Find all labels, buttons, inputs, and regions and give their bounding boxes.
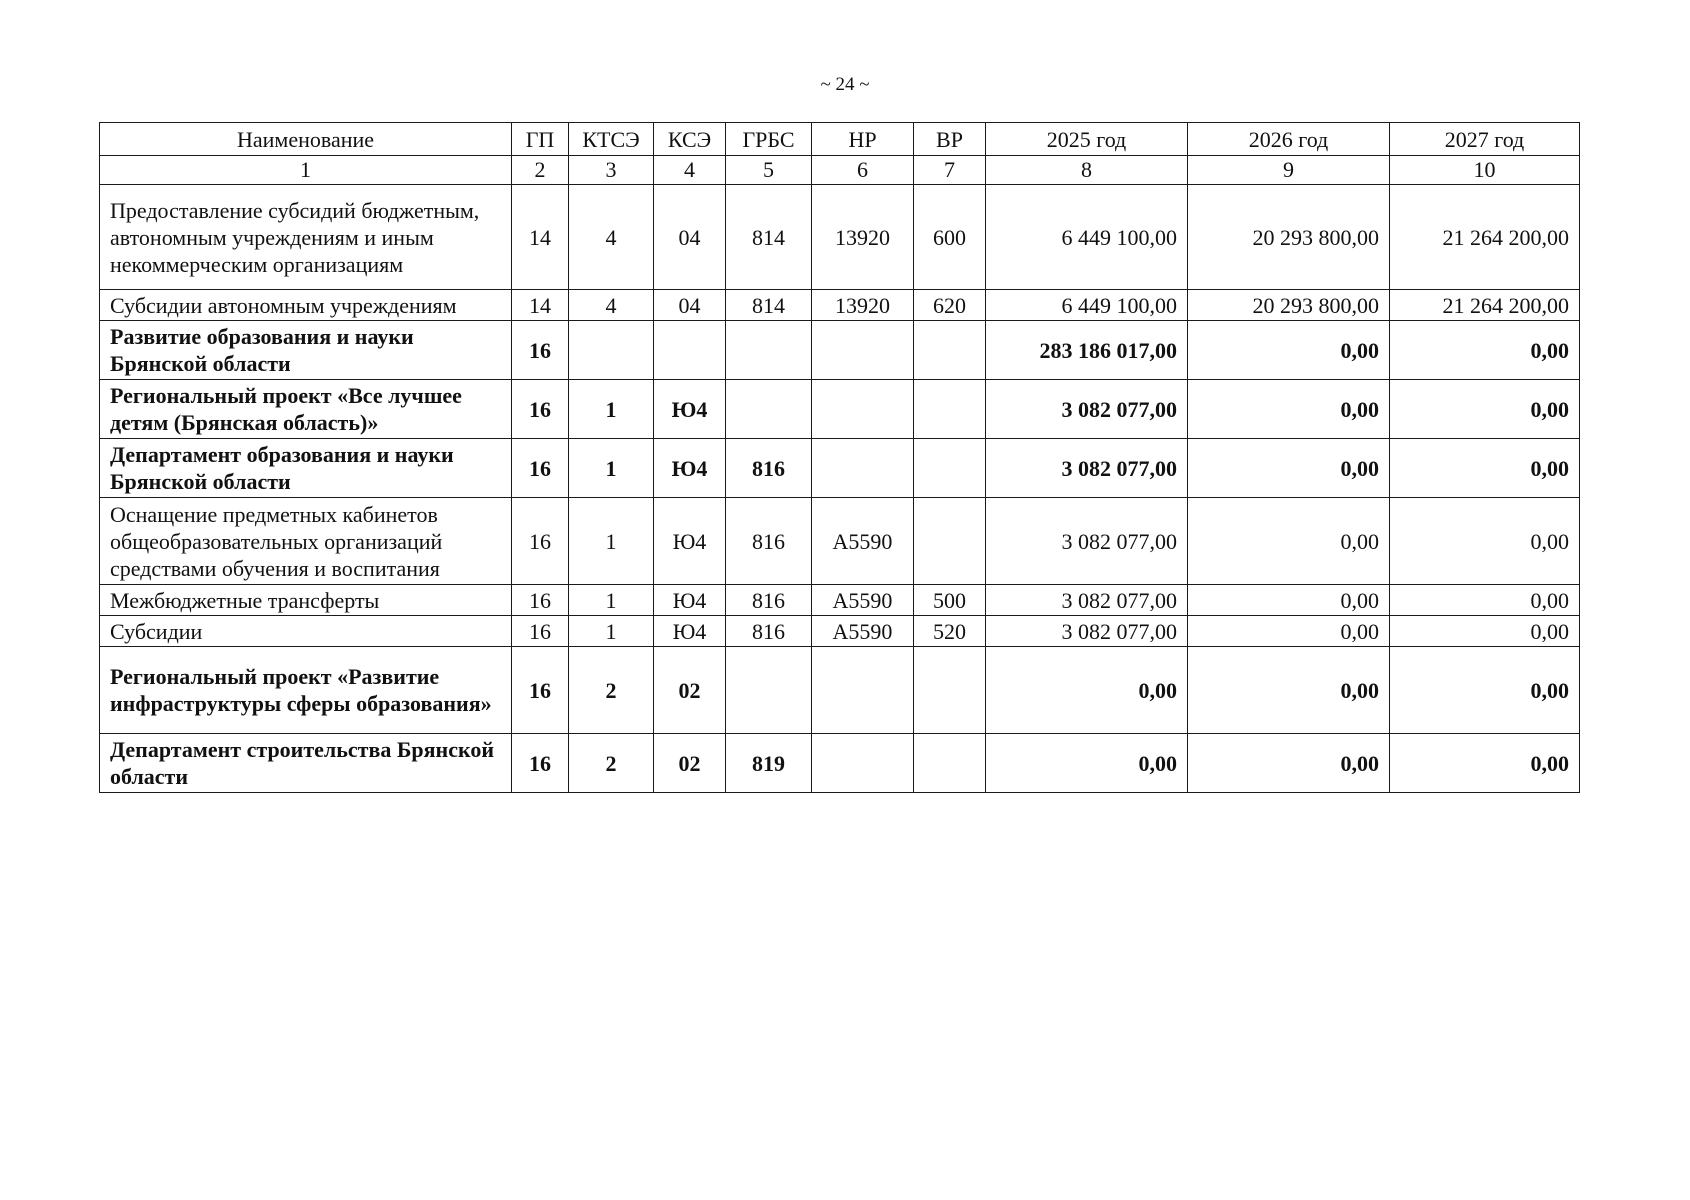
nr-cell bbox=[812, 321, 914, 380]
ktse-cell: 4 bbox=[569, 185, 654, 290]
amount-2026-cell: 0,00 bbox=[1188, 585, 1390, 616]
gp-cell: 16 bbox=[512, 616, 569, 647]
table-body bbox=[100, 185, 1580, 793]
table-row bbox=[100, 439, 1580, 498]
amount-2026-cell: 0,00 bbox=[1188, 647, 1390, 734]
gp-cell: 16 bbox=[512, 439, 569, 498]
column-number: 8 bbox=[986, 156, 1188, 185]
ktse-cell: 4 bbox=[569, 290, 654, 321]
amount-2025-cell: 283 186 017,00 bbox=[986, 321, 1188, 380]
gp-cell: 16 bbox=[512, 498, 569, 585]
gp-cell: 16 bbox=[512, 585, 569, 616]
header-kse: КСЭ bbox=[654, 123, 726, 156]
nr-cell bbox=[812, 734, 914, 793]
nr-cell bbox=[812, 380, 914, 439]
amount-2027-cell: 0,00 bbox=[1390, 585, 1580, 616]
amount-2027-cell: 0,00 bbox=[1390, 321, 1580, 380]
header-gp: ГП bbox=[512, 123, 569, 156]
nr-cell bbox=[812, 647, 914, 734]
amount-2026-cell: 0,00 bbox=[1188, 380, 1390, 439]
grbs-cell: 814 bbox=[726, 290, 812, 321]
vr-cell bbox=[914, 734, 986, 793]
amount-2027-cell: 0,00 bbox=[1390, 498, 1580, 585]
nr-cell: А5590 bbox=[812, 585, 914, 616]
amount-2025-cell: 3 082 077,00 bbox=[986, 498, 1188, 585]
table-row bbox=[100, 185, 1580, 290]
column-number: 7 bbox=[914, 156, 986, 185]
header-2027: 2027 год bbox=[1390, 123, 1580, 156]
column-number: 4 bbox=[654, 156, 726, 185]
table-row bbox=[100, 585, 1580, 616]
amount-2025-cell: 0,00 bbox=[986, 647, 1188, 734]
amount-2025-cell: 3 082 077,00 bbox=[986, 439, 1188, 498]
amount-2026-cell: 20 293 800,00 bbox=[1188, 185, 1390, 290]
gp-cell: 16 bbox=[512, 647, 569, 734]
amount-2027-cell: 0,00 bbox=[1390, 380, 1580, 439]
nr-cell: 13920 bbox=[812, 290, 914, 321]
amount-2027-cell: 0,00 bbox=[1390, 647, 1580, 734]
amount-2027-cell: 0,00 bbox=[1390, 616, 1580, 647]
vr-cell: 500 bbox=[914, 585, 986, 616]
grbs-cell: 814 bbox=[726, 185, 812, 290]
amount-2026-cell: 0,00 bbox=[1188, 616, 1390, 647]
header-row bbox=[100, 123, 1580, 156]
name-cell: Субсидии автономным учреждениям bbox=[100, 290, 512, 321]
ktse-cell bbox=[569, 321, 654, 380]
grbs-cell: 819 bbox=[726, 734, 812, 793]
kse-cell: 04 bbox=[654, 185, 726, 290]
ktse-cell: 1 bbox=[569, 585, 654, 616]
page-number: ~ 24 ~ bbox=[820, 74, 870, 95]
header-ktse: КТСЭ bbox=[569, 123, 654, 156]
kse-cell: Ю4 bbox=[654, 380, 726, 439]
vr-cell bbox=[914, 498, 986, 585]
gp-cell: 14 bbox=[512, 290, 569, 321]
name-cell: Департамент строительства Брянской области bbox=[100, 734, 512, 793]
vr-cell: 600 bbox=[914, 185, 986, 290]
grbs-cell bbox=[726, 380, 812, 439]
gp-cell: 16 bbox=[512, 321, 569, 380]
ktse-cell: 1 bbox=[569, 616, 654, 647]
amount-2026-cell: 0,00 bbox=[1188, 498, 1390, 585]
amount-2026-cell: 0,00 bbox=[1188, 734, 1390, 793]
amount-2025-cell: 0,00 bbox=[986, 734, 1188, 793]
table-row bbox=[100, 498, 1580, 585]
column-number: 3 bbox=[569, 156, 654, 185]
header-nr: НР bbox=[812, 123, 914, 156]
header-grbs: ГРБС bbox=[726, 123, 812, 156]
kse-cell bbox=[654, 321, 726, 380]
kse-cell: Ю4 bbox=[654, 439, 726, 498]
grbs-cell bbox=[726, 321, 812, 380]
nr-cell: 13920 bbox=[812, 185, 914, 290]
name-cell: Межбюджетные трансферты bbox=[100, 585, 512, 616]
column-number: 6 bbox=[812, 156, 914, 185]
vr-cell bbox=[914, 647, 986, 734]
amount-2025-cell: 6 449 100,00 bbox=[986, 185, 1188, 290]
name-cell: Департамент образования и науки Брянской области bbox=[100, 439, 512, 498]
column-number: 1 bbox=[100, 156, 512, 185]
column-number: 10 bbox=[1390, 156, 1580, 185]
header-2025: 2025 год bbox=[986, 123, 1188, 156]
vr-cell bbox=[914, 439, 986, 498]
column-number: 9 bbox=[1188, 156, 1390, 185]
column-number: 2 bbox=[512, 156, 569, 185]
name-cell: Развитие образования и науки Брянской области bbox=[100, 321, 512, 380]
vr-cell: 520 bbox=[914, 616, 986, 647]
table-row bbox=[100, 734, 1580, 793]
kse-cell: Ю4 bbox=[654, 616, 726, 647]
amount-2027-cell: 0,00 bbox=[1390, 439, 1580, 498]
amount-2025-cell: 3 082 077,00 bbox=[986, 616, 1188, 647]
budget-table bbox=[99, 122, 1580, 793]
column-number: 5 bbox=[726, 156, 812, 185]
ktse-cell: 2 bbox=[569, 734, 654, 793]
nr-cell: А5590 bbox=[812, 498, 914, 585]
vr-cell bbox=[914, 380, 986, 439]
amount-2027-cell: 0,00 bbox=[1390, 734, 1580, 793]
table-row bbox=[100, 380, 1580, 439]
ktse-cell: 1 bbox=[569, 380, 654, 439]
gp-cell: 16 bbox=[512, 734, 569, 793]
header-2026: 2026 год bbox=[1188, 123, 1390, 156]
name-cell: Субсидии bbox=[100, 616, 512, 647]
table-row bbox=[100, 290, 1580, 321]
amount-2027-cell: 21 264 200,00 bbox=[1390, 185, 1580, 290]
ktse-cell: 2 bbox=[569, 647, 654, 734]
grbs-cell: 816 bbox=[726, 616, 812, 647]
vr-cell: 620 bbox=[914, 290, 986, 321]
amount-2027-cell: 21 264 200,00 bbox=[1390, 290, 1580, 321]
header-vr: ВР bbox=[914, 123, 986, 156]
column-number-row bbox=[100, 156, 1580, 185]
kse-cell: Ю4 bbox=[654, 585, 726, 616]
kse-cell: 04 bbox=[654, 290, 726, 321]
amount-2026-cell: 20 293 800,00 bbox=[1188, 290, 1390, 321]
table-row bbox=[100, 647, 1580, 734]
amount-2025-cell: 3 082 077,00 bbox=[986, 380, 1188, 439]
amount-2025-cell: 6 449 100,00 bbox=[986, 290, 1188, 321]
amount-2025-cell: 3 082 077,00 bbox=[986, 585, 1188, 616]
kse-cell: Ю4 bbox=[654, 498, 726, 585]
gp-cell: 14 bbox=[512, 185, 569, 290]
nr-cell: А5590 bbox=[812, 616, 914, 647]
vr-cell bbox=[914, 321, 986, 380]
name-cell: Региональный проект «Развитие инфраструктуры сферы образования» bbox=[100, 647, 512, 734]
kse-cell: 02 bbox=[654, 647, 726, 734]
ktse-cell: 1 bbox=[569, 439, 654, 498]
gp-cell: 16 bbox=[512, 380, 569, 439]
table-row bbox=[100, 616, 1580, 647]
table-row bbox=[100, 321, 1580, 380]
name-cell: Региональный проект «Все лучшее детям (Брянская область)» bbox=[100, 380, 512, 439]
header-name: Наименование bbox=[100, 123, 512, 156]
grbs-cell: 816 bbox=[726, 439, 812, 498]
kse-cell: 02 bbox=[654, 734, 726, 793]
grbs-cell: 816 bbox=[726, 585, 812, 616]
name-cell: Оснащение предметных кабинетов общеобразовательных организаций средствами обучения и воспитания bbox=[100, 498, 512, 585]
ktse-cell: 1 bbox=[569, 498, 654, 585]
amount-2026-cell: 0,00 bbox=[1188, 439, 1390, 498]
name-cell: Предоставление субсидий бюджетным, автономным учреждениям и иным некоммерческим организациям bbox=[100, 185, 512, 290]
amount-2026-cell: 0,00 bbox=[1188, 321, 1390, 380]
grbs-cell bbox=[726, 647, 812, 734]
nr-cell bbox=[812, 439, 914, 498]
grbs-cell: 816 bbox=[726, 498, 812, 585]
